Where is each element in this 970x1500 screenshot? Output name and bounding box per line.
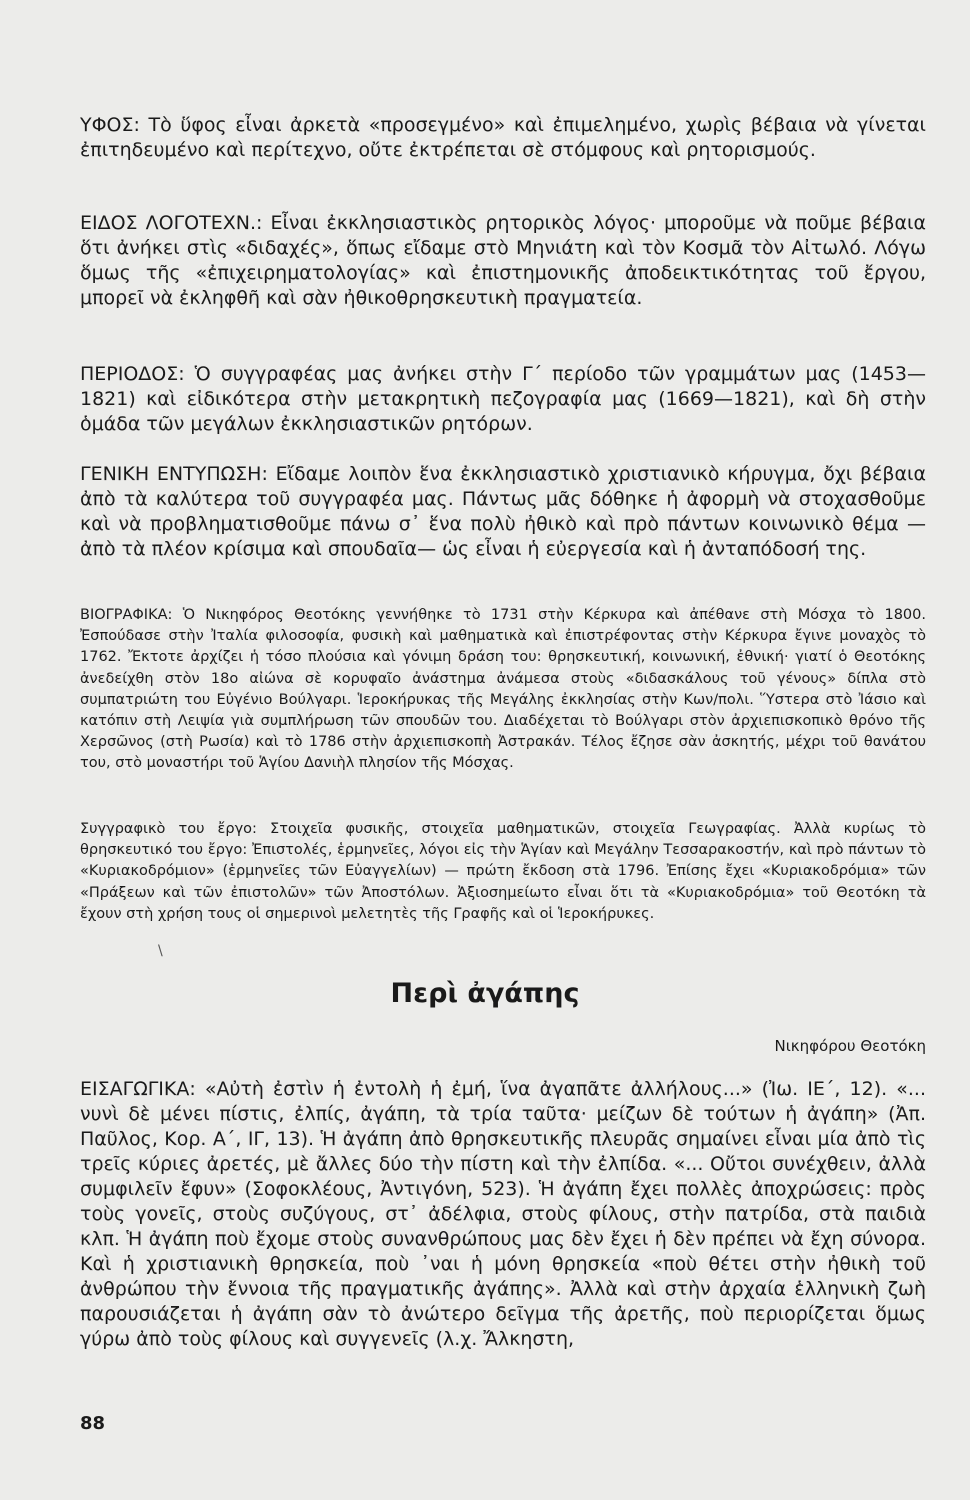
section-title: Περὶ ἀγάπης [390,978,580,1009]
page-number: 88 [80,1413,106,1434]
paragraph-geniki-entyposi: ΓΕΝΙΚΗ ΕΝΤΥΠΩΣΗ: Εἴδαμε λοιπὸν ἕνα ἐκκλησιαστικὸ χριστιανικὸ κήρυγμα, ὄχι βέβαια ἀπὸ τὰ καλύτερα τοῦ συγγραφέα μας. Πάντως μᾶς δόθηκε ἡ ἀφορμὴ νὰ στοχασθοῦμε καὶ νὰ προβληματισθοῦμε πάνω σ᾽ ἕνα πολὺ ἠθικὸ καὶ πρὸ πάντων κοινωνικὸ θέμα —ἀπὸ τὰ πλέον κρίσιμα καὶ σπουδαῖα— ὡς εἶναι ἡ εὐεργεσία καὶ ἡ ἀνταπόδοσή της. [80,463,926,560]
author-name: Νικηφόρου Θεοτόκη [774,1037,926,1055]
paragraph-yfos: ΥΦΟΣ: Τὸ ὕφος εἶναι ἀρκετὰ «προσεγμένο» καὶ ἐπιμελημένο, χωρὶς βέβαια νὰ γίνεται ἐπιτηδευμένο καὶ περίτεχνο, οὔτε ἐκτρέπεται σὲ στόμφους καὶ ρητορισμούς. [80,114,926,161]
paragraph-eisagogika: ΕΙΣΑΓΩΓΙΚΑ: «Αὐτὴ ἐστὶν ἡ ἐντολὴ ἡ ἐμή, ἵνα ἀγαπᾶτε ἀλλήλους...» (Ἰω. ΙΕ΄, 12). «... νυνὶ δὲ μένει πίστις, ἐλπίς, ἀγάπη, τὰ τρία ταῦτα· μείζων δὲ τούτων ἡ ἀγάπη» (Ἀπ. Παῦλος, Κορ. Α΄, ΙΓ, 13). Ἡ ἀγάπη ἀπὸ θρησκευτικῆς πλευρᾶς σημαίνει εἶναι μία ἀπὸ τὶς τρεῖς κύριες ἀρετές, μὲ ἄλλες δύο τὴν πίστη καὶ τὴν ἐλπίδα. «... Οὔτοι συνέχθειν, ἀλλὰ συμφιλεῖν ἔφυν» (Σοφοκλέους, Ἀντιγόνη, 523). Ἡ ἀγάπη ἔχει πολλὲς ἀποχρώσεις: πρὸς τοὺς γονεῖς, στοὺς συζύγους, στ᾽ ἀδέλφια, στοὺς φίλους, στὴν πατρίδα, στὰ παιδιὰ κλπ. Ἡ ἀγάπη ποὺ ἔχομε στοὺς συνανθρώπους μας δὲν ἔχει ἡ δὲν πρέπει νὰ ἔχη σύνορα. Καὶ ἡ χριστιανικὴ θρησκεία, ποὺ ᾽ναι ἡ μόνη θρησκεία «ποὺ θέτει στὴν ἠθικὴ τοῦ ἀνθρώπου τὴν ἔννοια τῆς πραγματικῆς ἀγάπης». Ἀλλὰ καὶ στὴν ἀρχαία ἑλληνικὴ ζωὴ παρουσιάζεται ἡ ἀγάπη σὰν τὸ ἀνώτερο δεῖγμα τῆς ἀρετῆς, ποὺ περιορίζεται ὅμως γύρω ἀπὸ τοὺς φίλους καὶ συγγενεῖς (λ.χ. Ἄλκηστη, [80,1078,926,1350]
paragraph-periodos: ΠΕΡΙΟΔΟΣ: Ὁ συγγραφέας μας ἀνήκει στὴν Γ΄ περίοδο τῶν γραμμάτων μας (1453—1821) καὶ εἰδικότερα στὴν μετακρητικὴ πεζογραφία μας (1669—1821), καὶ δὴ στὴν ὁμάδα τῶν μεγάλων ἐκκλησιαστικῶν ρητόρων. [80,363,926,435]
stray-mark: \ [158,943,163,959]
biography-works: Συγγραφικὸ του ἔργο: Στοιχεῖα φυσικῆς, στοιχεῖα μαθηματικῶν, στοιχεῖα Γεωγραφίας. Ἀλλὰ κυρίως τὸ θρησκευτικό του ἔργο: Ἐπιστολές, ἑρμηνεῖες, λόγοι εἰς τὴν Ἁγίαν καὶ Μεγάλην Τεσσαρακοστήν, καὶ πρὸ πάντων τὸ «Κυριακοδρόμιον» (ἑρμηνεῖες τῶν Εὐαγγελίων) — πρώτη ἔκδοση στὰ 1796. Ἐπίσης ἔχει «Κυριακοδρόμια» τῶν «Πράξεων καὶ τῶν ἐπιστολῶν» τῶν Ἀποστόλων. Ἀξιοσημείωτο εἶναι ὅτι τὰ «Κυριακοδρόμια» τοῦ Θεοτόκη τὰ ἔχουν στὴ χρήση τους οἱ σημερινοὶ μελετητὲς τῆς Γραφῆς καὶ οἱ Ἱεροκήρυκες. [80,821,926,922]
paragraph-eidos-logotechn: ΕΙΔΟΣ ΛΟΓΟΤΕΧΝ.: Εἶναι ἐκκλησιαστικὸς ρητορικὸς λόγος· μποροῦμε νὰ ποῦμε βέβαια ὅτι ἀνήκει στὶς «διδαχές», ὅπως εἴδαμε στὸ Μηνιάτη καὶ τὸν Κοσμᾶ τὸν Αἰτωλό. Λόγω ὅμως τῆς «ἐπιχειρηματολογίας» καὶ ἐπιστημονικῆς ἀποδεικτικότητας τοῦ ἔργου, μπορεῖ νὰ ἐκληφθῆ καὶ σὰν ἠθικοθρησκευτικὴ πραγματεία. [80,212,926,309]
biography-intro: ΒΙΟΓΡΑΦΙΚΑ: Ὁ Νικηφόρος Θεοτόκης γεννήθηκε τὸ 1731 στὴν Κέρκυρα καὶ ἀπέθανε στὴ Μόσχα τὸ 1800. Ἐσπούδασε στὴν Ἰταλία φιλοσοφία, φυσικὴ καὶ μαθηματικὰ καὶ ἐπιστρέφοντας στὴν Κέρκυρα ἔγινε μοναχὸς τὸ 1762. Ἔκτοτε ἀρχίζει ἡ τόσο πλούσια καὶ γόνιμη δράση του: θρησκευτική, κοινωνική, ἐθνική· γιατί ὁ Θεοτόκης ἀνεδείχθη στὸν 18ο αἰώνα σὲ κορυφαῖο ἀνάστημα ἀνάμεσα στοὺς «διδασκάλους τοῦ γένους» δίπλα στὸ συμπατριώτη του Εὐγένιο Βούλγαρι. Ἱεροκήρυκας τῆς Μεγάλης ἐκκλησίας στὴν Κων/πολι. Ὕστερα στὸ Ἰάσιο καὶ κατόπιν στὴ Λειψία γιὰ συμπλήρωση τῶν σπουδῶν του. Διαδέχεται τὸ Βούλγαρι στὸν ἀρχιεπισκοπικὸ θρόνο τῆς Χερσῶνος (στὴ Ρωσία) καὶ τὸ 1786 στὴν ἀρχιεπισκοπὴ Ἀστρακάν. Τέλος ἔζησε σὰν ἀσκητής, μέχρι τοῦ θανάτου του, στὸ μοναστήρι τοῦ Ἁγίου Δανιὴλ πλησίον τῆς Μόσχας. [80,607,926,772]
